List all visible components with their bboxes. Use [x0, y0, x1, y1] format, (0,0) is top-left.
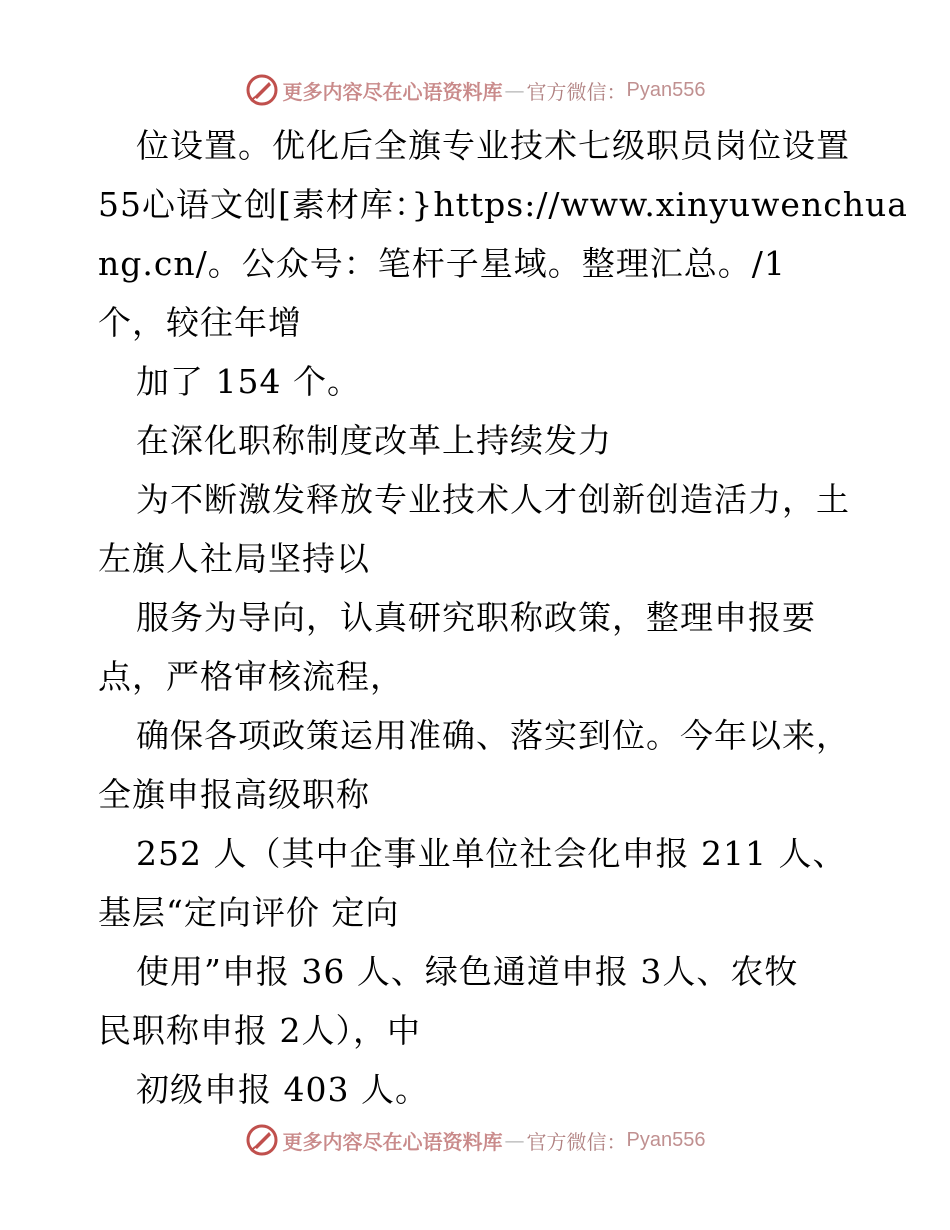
watermark-wechat-id: Pyan556 — [626, 78, 706, 101]
text-line: 民职称申报 2人），中 — [98, 1011, 421, 1050]
text-line: 为不断激发释放专业技术人才创新创造活力，土 — [136, 480, 850, 519]
watermark-wechat-label: 官方微信： — [526, 79, 627, 104]
text-line: 点，严格审核流程， — [98, 657, 404, 696]
text-line: 确保各项政策运用准确、落实到位。今年以来， — [136, 716, 850, 755]
watermark-wechat-id: Pyan556 — [626, 1128, 706, 1151]
watermark-text: 更多内容尽在心语资料库 — [282, 1129, 503, 1154]
watermark-text: 更多内容尽在心语资料库 — [282, 79, 503, 104]
header-watermark — [0, 70, 950, 110]
text-line: 55心语文创[素材库：}https://www.xinyuwenchua — [98, 185, 908, 224]
text-line: 全旗申报高级职称 — [98, 775, 370, 814]
quill-logo-icon — [245, 73, 279, 107]
text-line: 位设置。优化后全旗专业技术七级职员岗位设置 — [136, 126, 850, 165]
text-line: 服务为导向，认真研究职称政策，整理申报要 — [136, 598, 816, 637]
document-body — [98, 116, 908, 1119]
text-line: 个，较往年增 — [98, 303, 302, 342]
quill-logo-icon — [245, 1123, 279, 1157]
watermark-wechat-label: 官方微信： — [526, 1129, 627, 1154]
footer-watermark — [0, 1120, 950, 1160]
watermark-dash: — — [504, 1128, 525, 1152]
watermark-dash: — — [504, 78, 525, 102]
text-line: ng.cn/。公众号：笔杆子星域。整理汇总。/1 — [98, 244, 786, 283]
text-line: 在深化职称制度改革上持续发力 — [136, 421, 612, 460]
text-line: 左旗人社局坚持以 — [98, 539, 370, 578]
text-line: 加了 154 个。 — [136, 362, 361, 401]
text-line: 初级申报 403 人。 — [136, 1070, 429, 1109]
text-line: 252 人（其中企事业单位社会化申报 211 人、 — [136, 834, 847, 873]
text-line: 使用”申报 36 人、绿色通道申报 3人、农牧 — [136, 952, 799, 991]
text-line: 基层“定向评价 定向 — [98, 893, 400, 932]
